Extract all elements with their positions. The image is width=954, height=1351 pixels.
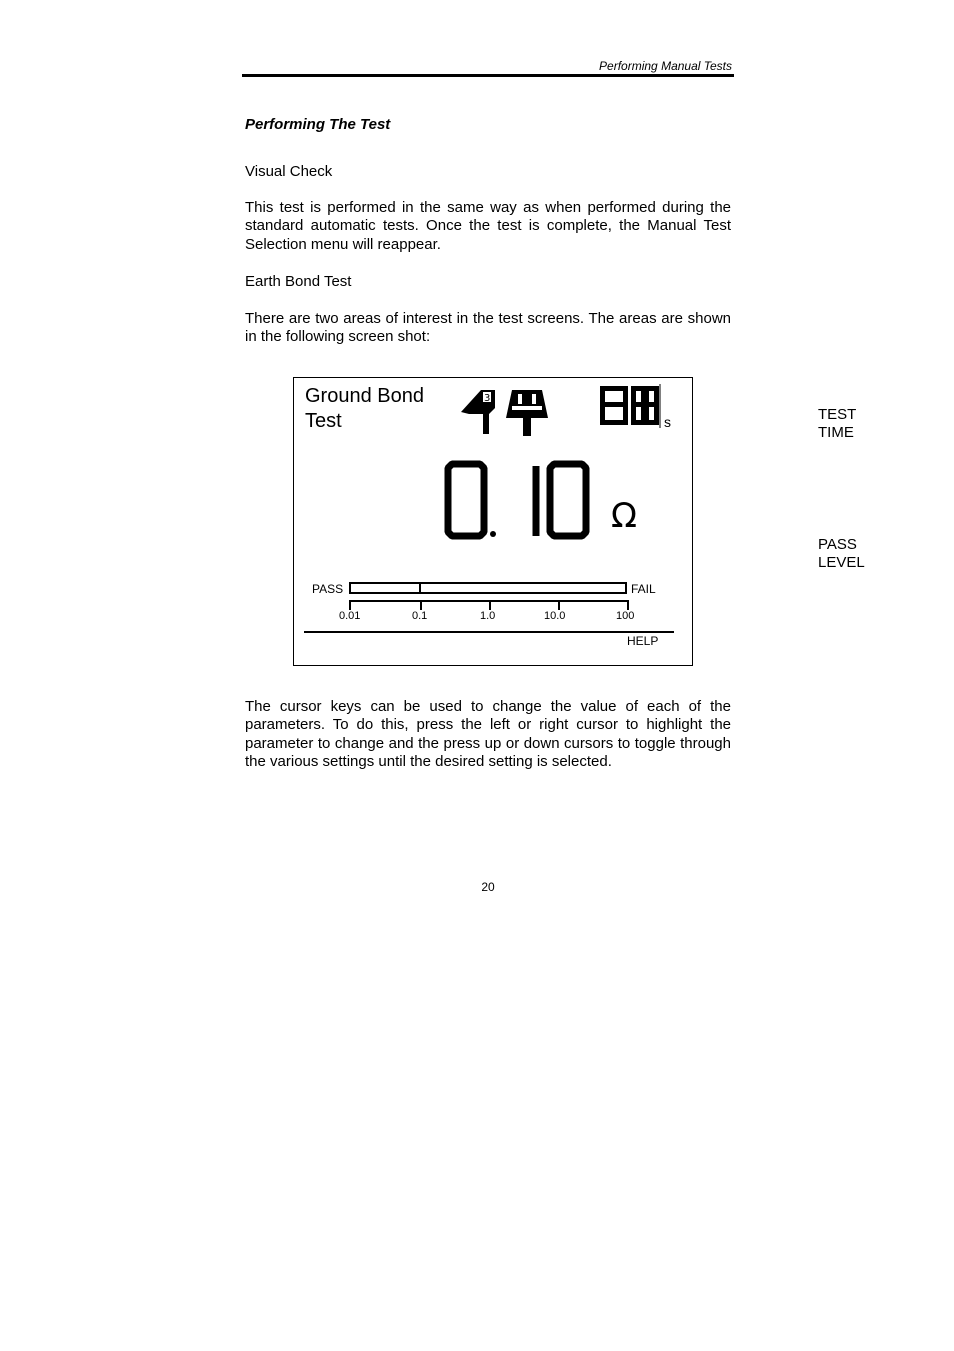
earth-bond-title: Earth Bond Test (245, 273, 352, 290)
running-header: Performing Manual Tests (599, 59, 732, 73)
closing-text: The cursor keys can be used to change the value of each of the parameters. To do this, press the left or right cursor to highlight the parameter to change and the press up or down cursors to toggle through the various settings until the desired setting is selected. (245, 698, 731, 770)
earth-bond-text: There are two areas of interest in the test screens. The areas are shown in the following screen shot: (245, 310, 731, 346)
test-screen-shot (293, 377, 693, 666)
probe-icon (459, 384, 503, 436)
visual-check-title: Visual Check (245, 163, 333, 180)
header-rule (242, 74, 734, 77)
ohm-unit: Ω (611, 496, 637, 536)
scale-tick-label: 100 (616, 610, 635, 622)
svg-text:3: 3 (484, 393, 491, 404)
footer-divider (304, 631, 674, 633)
callout-pass-level-line2: LEVEL (818, 554, 865, 571)
scale-tick (420, 600, 422, 610)
time-unit: s (664, 414, 671, 430)
pass-level-marker (419, 582, 421, 594)
scale-tick-label: 0.01 (339, 610, 361, 622)
callout-test-time-line1: TEST (818, 406, 857, 423)
bar-pass-label: PASS (312, 582, 344, 596)
plug-icon (504, 386, 550, 436)
screen-title-line1: Ground Bond (305, 385, 424, 407)
screen-title (305, 384, 424, 434)
help-softkey[interactable]: HELP (627, 634, 659, 648)
pass-level-bar (349, 582, 627, 594)
scale-tick-label: 0.1 (412, 610, 428, 622)
bar-fail-label: FAIL (631, 582, 656, 596)
scale-tick (489, 600, 491, 610)
callout-pass-level (818, 536, 865, 572)
callout-test-time-line2: TIME (818, 424, 854, 441)
callout-test-time (818, 406, 856, 442)
scale-tick (558, 600, 560, 610)
scale-tick (627, 600, 629, 610)
reading-display (444, 460, 594, 544)
page-number: 20 (481, 880, 495, 894)
scale-tick-label: 1.0 (480, 610, 496, 622)
visual-check-text: This test is performed in the same way as when performed during the standard automatic tests. Once the test is complete, the Manual Test Selection menu will reappear. (245, 199, 731, 253)
callout-pass-level-line1: PASS (818, 536, 857, 553)
screen-title-line2: Test (305, 410, 342, 432)
scale-tick (349, 600, 351, 610)
scale-tick-label: 10.0 (544, 610, 566, 622)
section-heading: Performing The Test (245, 116, 391, 133)
